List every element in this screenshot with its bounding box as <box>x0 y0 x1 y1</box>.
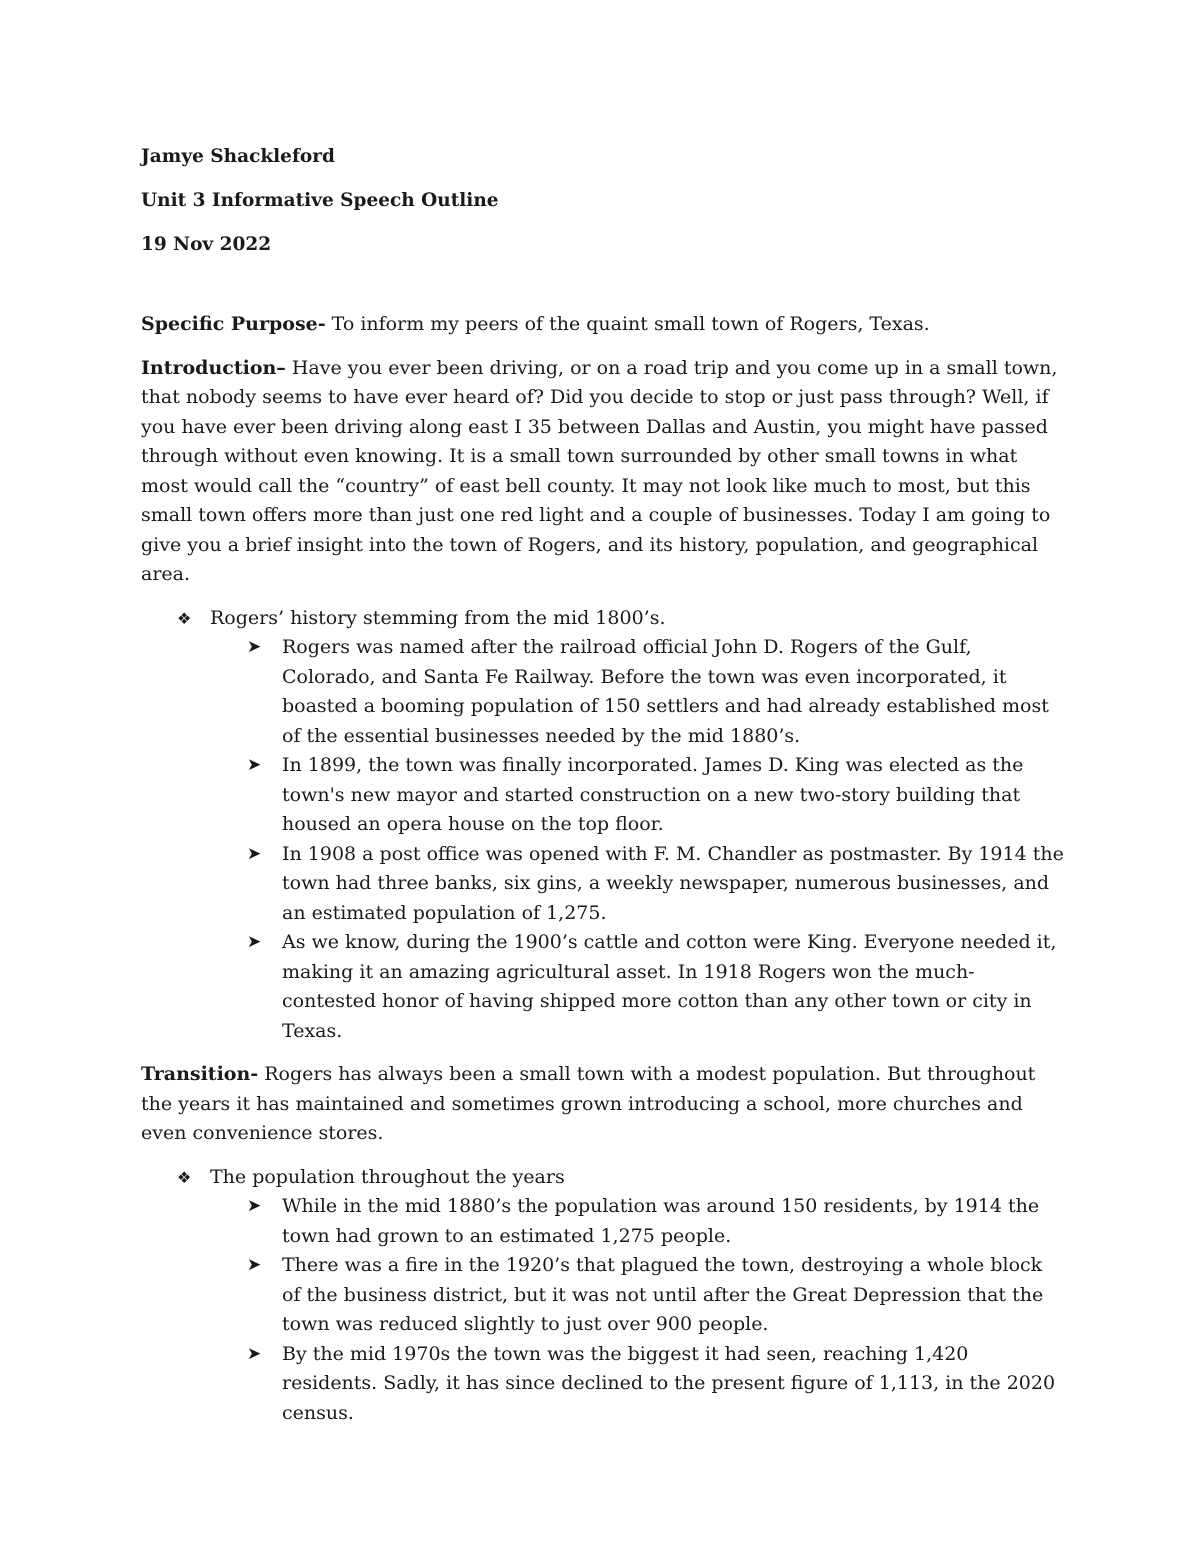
population-item-text: There was a fire in the 1920’s that plagued the town, destroying a whole block of the business district, but it was not until after the Great Depression that the town was reduced slightly to just over 900 people. <box>282 1254 1044 1335</box>
arrowhead-bullet-icon: ➤ <box>247 755 262 775</box>
population-item-text: By the mid 1970s the town was the biggest it had seen, reaching 1,420 residents. Sadly, it has since declined to the present figure of 1,113, in the 2020 census. <box>282 1342 1056 1424</box>
arrowhead-bullet-icon: ➤ <box>247 1343 262 1364</box>
history-item-text: In 1908 a post office was opened with F. M. Chandler as postmaster. By 1914 the town had three banks, six gins, a weekly newspaper, numerous businesses, and an estimated population of 1,275. <box>282 842 1064 924</box>
diamond-bullet-icon: ❖ <box>177 608 192 628</box>
arrowhead-bullet-icon: ➤ <box>247 932 262 952</box>
arrowhead-bullet-icon: ➤ <box>247 1196 262 1216</box>
arrowhead-bullet-icon: ➤ <box>247 637 262 657</box>
author-name: Jamye Shackleford <box>141 146 335 167</box>
population-item <box>141 1251 1066 1340</box>
population-section <box>141 1163 1066 1429</box>
specific-purpose-paragraph <box>141 310 1066 340</box>
specific-purpose-label: Specific Purpose- <box>141 313 326 335</box>
population-item-text: While in the mid 1880’s the population was around 150 residents, by 1914 the town had grown to an estimated 1,275 people. <box>282 1195 1040 1247</box>
history-heading: Rogers’ history stemming from the mid 1800’s. <box>210 606 666 629</box>
history-section <box>141 604 1066 1047</box>
arrowhead-bullet-icon: ➤ <box>247 843 262 864</box>
history-item-text: As we know, during the 1900’s cattle and cotton were King. Everyone needed it, making it an amazing agricultural asset. In 1918 Rogers won the much-contested honor of having shipped more cotton than any other town or city in Texas. <box>282 931 1057 1042</box>
transition-paragraph <box>141 1060 1066 1149</box>
history-item <box>141 751 1066 840</box>
population-item <box>141 1192 1066 1251</box>
arrowhead-bullet-icon: ➤ <box>247 1255 262 1275</box>
introduction-label: Introduction– <box>141 356 286 379</box>
history-item <box>141 840 1066 929</box>
transition-label: Transition- <box>141 1063 259 1085</box>
document-page <box>141 140 1066 1442</box>
history-item <box>141 928 1066 1046</box>
transition-text: Rogers has always been a small town with a modest population. But throughout the years it has maintained and sometimes grown introducing a school, more churches and even convenience stores. <box>141 1063 1036 1144</box>
population-heading-item <box>141 1163 1066 1193</box>
population-item <box>141 1340 1066 1429</box>
specific-purpose-text: To inform my peers of the quaint small town of Rogers, Texas. <box>325 313 930 335</box>
population-heading: The population throughout the years <box>210 1165 565 1188</box>
introduction-paragraph <box>141 354 1066 590</box>
history-item-text: Rogers was named after the railroad official John D. Rogers of the Gulf, Colorado, and Santa Fe Railway. Before the town was even incorporated, it boasted a booming population of 150 settlers and had already established most of the essential businesses needed by the mid 1880’s. <box>282 636 1049 747</box>
history-item <box>141 633 1066 751</box>
history-item-text: In 1899, the town was finally incorporated. James D. King was elected as the town's new mayor and started construction on a new two-story building that housed an opera house on the top floor. <box>282 754 1024 835</box>
document-header <box>141 140 1066 262</box>
document-title: Unit 3 Informative Speech Outline <box>141 190 499 211</box>
diamond-bullet-icon: ❖ <box>177 1167 192 1187</box>
document-date: 19 Nov 2022 <box>141 234 272 255</box>
history-heading-item <box>141 604 1066 634</box>
introduction-text: Have you ever been driving, or on a road trip and you come up in a small town, that nobody seems to have ever heard of? Did you decide to stop or just pass through? Well, if you have ever been driving along east I 35 between Dallas and Austin, you might have passed through without even knowing. It is a small town surrounded by other small towns in what most would call the “country” of east bell county. It may not look like much to most, but this small town offers more than just one red light and a couple of businesses. Today I am going to give you a brief insight into the town of Rogers, and its history, population, and geographical area. <box>141 356 1058 585</box>
